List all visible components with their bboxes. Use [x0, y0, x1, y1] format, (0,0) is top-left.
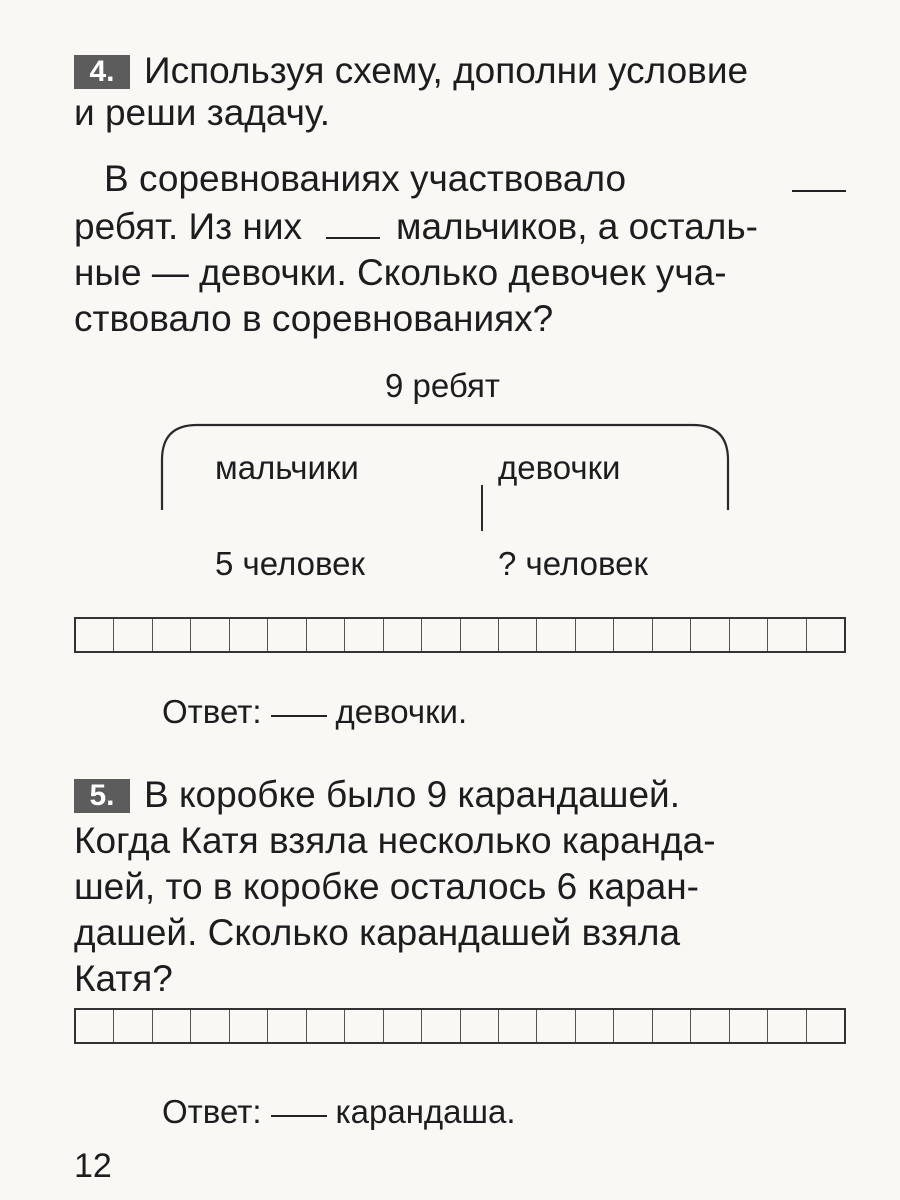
- task5-line5: Катя?: [74, 958, 173, 999]
- task4-problem-text-2b: мальчиков, а осталь-: [396, 206, 758, 247]
- task5-line2: Когда Катя взяла несколько каранда-: [74, 820, 716, 861]
- task5-answer-blank[interactable]: [271, 1115, 327, 1117]
- task5-number-badge: 5.: [74, 779, 130, 813]
- task4-answer-unit: девочки.: [335, 693, 468, 730]
- task4-problem-line1: [104, 156, 846, 202]
- scheme-boys-count: 5 человек: [215, 545, 365, 582]
- task4-problem-text-1: В соревнованиях участвовало: [104, 158, 627, 199]
- task4-answer-line: [162, 692, 467, 732]
- task4-problem-line2: [74, 204, 846, 250]
- scheme-girls-count: ? человек: [498, 545, 648, 582]
- task4-number-badge: 4.: [74, 55, 130, 89]
- scheme-girls-label: девочки: [498, 449, 621, 486]
- scheme-boys-label: мальчики: [215, 449, 359, 486]
- total-children-blank[interactable]: [792, 190, 846, 192]
- task4-answer-blank[interactable]: [271, 715, 327, 717]
- task4-problem-line4: ствовало в соревнованиях?: [74, 298, 554, 339]
- task5-answer-label: Ответ:: [162, 1093, 262, 1130]
- task5-answer-line: [162, 1092, 516, 1132]
- task4-problem-text-2a: ребят. Из них: [74, 206, 302, 247]
- task4-solution-grid[interactable]: [74, 617, 846, 653]
- task5-line1: [74, 772, 846, 818]
- task4-problem-line3: ные — девочки. Сколько девочек уча-: [74, 252, 727, 293]
- page-number: 12: [74, 1147, 112, 1185]
- task5-solution-grid[interactable]: [74, 1008, 846, 1044]
- task4-instruction-line1: [74, 48, 846, 94]
- task4-answer-label: Ответ:: [162, 693, 262, 730]
- scheme-total-label: 9 ребят: [385, 367, 501, 404]
- boys-count-blank[interactable]: [326, 237, 380, 239]
- task5-answer-unit: карандаша.: [335, 1093, 516, 1130]
- task4-instruction-line2: и реши задачу.: [74, 92, 330, 133]
- task5-text-1: В коробке было 9 карандашей.: [144, 774, 680, 815]
- task5-line4: дашей. Сколько карандашей взяла: [74, 912, 681, 953]
- task5-line3: шей, то в коробке осталось 6 каран-: [74, 866, 699, 907]
- task4-instruction-text: Используя схему, дополни условие: [144, 50, 749, 91]
